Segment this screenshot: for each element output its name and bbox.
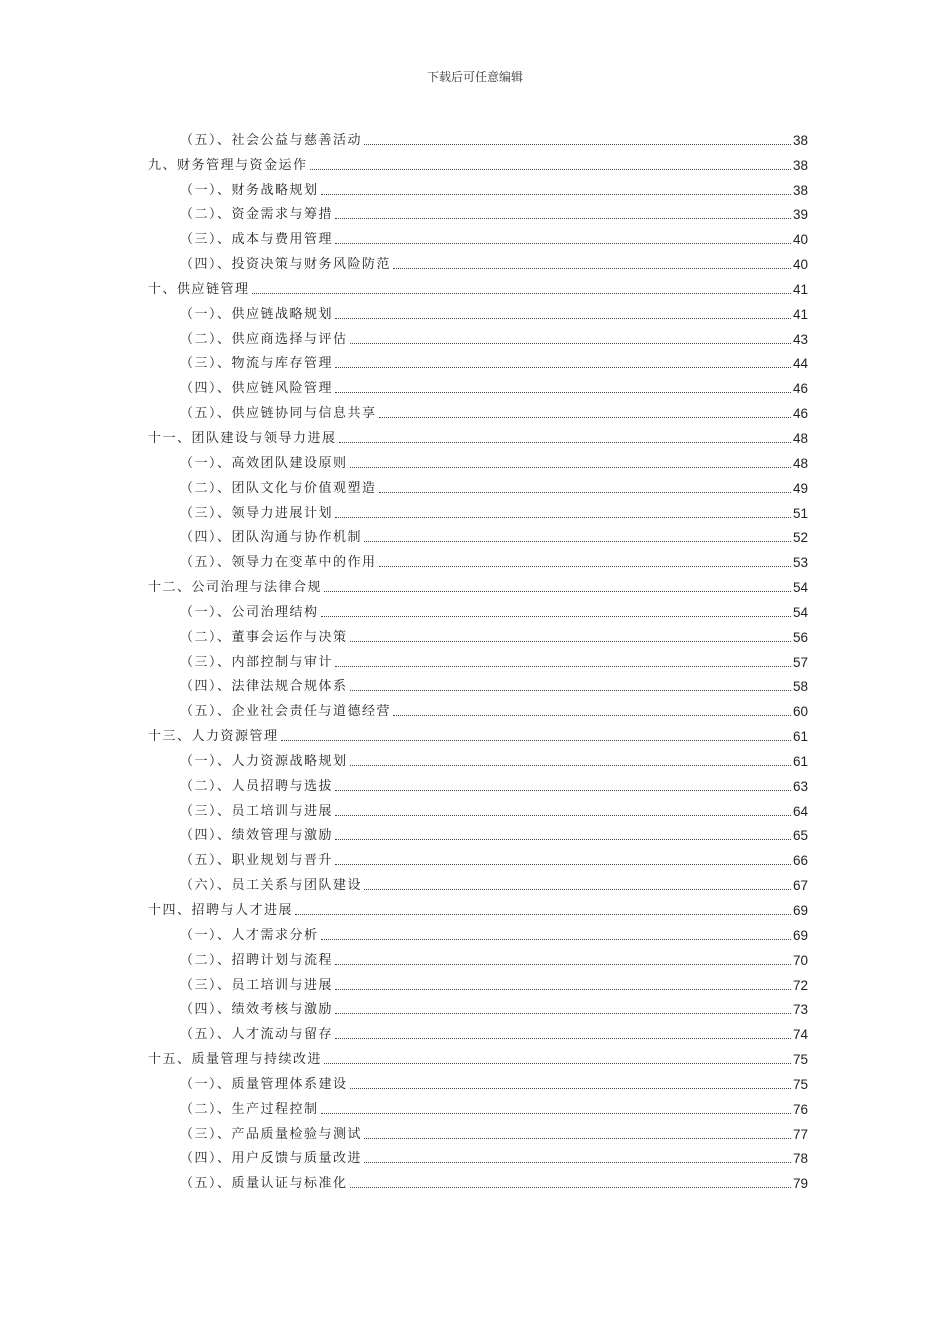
toc-page-number: 48 xyxy=(792,455,808,471)
toc-dot-leader xyxy=(335,790,791,791)
toc-chapter-entry[interactable] xyxy=(148,422,808,447)
toc-dot-leader xyxy=(335,839,791,840)
toc-dot-leader xyxy=(321,616,791,617)
toc-dot-leader xyxy=(364,889,791,890)
toc-entry-label: （五）、企业社会责任与道德经营 xyxy=(180,704,392,720)
toc-page-number: 66 xyxy=(792,853,808,869)
toc-entry-label: （三）、员工培训与进展 xyxy=(180,977,334,993)
toc-section-entry[interactable] xyxy=(148,522,808,547)
toc-entry-label: （五）、质量认证与标准化 xyxy=(180,1176,348,1192)
toc-section-entry[interactable] xyxy=(148,944,808,969)
toc-entry-label: （三）、物流与库存管理 xyxy=(180,356,334,372)
toc-page-number: 51 xyxy=(792,505,808,521)
toc-entry-label: （一）、财务战略规划 xyxy=(180,182,319,198)
toc-entry-label: （二）、人员招聘与选拔 xyxy=(180,778,334,794)
toc-section-entry[interactable] xyxy=(148,174,808,199)
toc-page-number: 52 xyxy=(792,530,808,546)
toc-dot-leader xyxy=(393,268,791,269)
toc-section-entry[interactable] xyxy=(148,447,808,472)
toc-entry-label: 十四、招聘与人才进展 xyxy=(148,903,294,918)
toc-chapter-entry[interactable] xyxy=(148,720,808,745)
toc-dot-leader xyxy=(295,914,791,915)
toc-entry-label: （四）、团队沟通与协作机制 xyxy=(180,530,363,546)
toc-dot-leader xyxy=(335,964,791,965)
toc-entry-label: （一）、人才需求分析 xyxy=(180,927,319,943)
toc-page-number: 70 xyxy=(792,952,808,968)
toc-page-number: 72 xyxy=(792,977,808,993)
toc-dot-leader xyxy=(350,641,791,642)
toc-entry-label: 十二、公司治理与法律合规 xyxy=(148,580,323,596)
toc-section-entry[interactable] xyxy=(148,869,808,894)
toc-dot-leader xyxy=(324,1063,791,1064)
toc-section-entry[interactable] xyxy=(148,397,808,422)
toc-section-entry[interactable] xyxy=(148,497,808,522)
toc-entry-label: （二）、供应商选择与评估 xyxy=(180,331,348,347)
toc-dot-leader xyxy=(335,392,791,393)
toc-entry-label: （二）、董事会运作与决策 xyxy=(180,629,348,645)
toc-dot-leader xyxy=(335,1013,791,1014)
toc-dot-leader xyxy=(281,740,791,741)
toc-section-entry[interactable] xyxy=(148,348,808,373)
toc-entry-label: （一）、高效团队建设原则 xyxy=(180,455,348,471)
toc-section-entry[interactable] xyxy=(148,1118,808,1143)
toc-entry-label: （三）、领导力进展计划 xyxy=(180,505,334,521)
table-of-contents xyxy=(148,124,808,1192)
toc-dot-leader xyxy=(324,591,791,592)
toc-page-number: 77 xyxy=(792,1126,808,1142)
toc-page-number: 38 xyxy=(792,132,808,148)
toc-entry-label: （四）、供应链风险管理 xyxy=(180,381,334,397)
toc-entry-label: 九、财务管理与资金运作 xyxy=(148,157,308,173)
toc-entry-label: （一）、质量管理体系建设 xyxy=(180,1076,348,1092)
toc-page-number: 78 xyxy=(792,1151,808,1167)
toc-entry-label: （三）、员工培训与进展 xyxy=(180,803,334,819)
toc-chapter-entry[interactable] xyxy=(148,571,808,596)
toc-page-number: 74 xyxy=(792,1027,808,1043)
toc-section-entry[interactable] xyxy=(148,671,808,696)
toc-section-entry[interactable] xyxy=(148,298,808,323)
toc-page-number: 58 xyxy=(792,679,808,695)
toc-page-number: 57 xyxy=(792,654,808,670)
toc-page-number: 43 xyxy=(792,331,808,347)
toc-dot-leader xyxy=(393,715,791,716)
toc-dot-leader xyxy=(310,169,791,170)
toc-dot-leader xyxy=(350,467,791,468)
toc-section-entry[interactable] xyxy=(148,1167,808,1192)
toc-dot-leader xyxy=(364,1138,791,1139)
toc-section-entry[interactable] xyxy=(148,994,808,1019)
toc-page-number: 40 xyxy=(792,257,808,273)
toc-entry-label: （六）、员工关系与团队建设 xyxy=(180,878,363,894)
toc-dot-leader xyxy=(335,815,791,816)
toc-dot-leader xyxy=(339,442,791,443)
toc-dot-leader xyxy=(350,765,791,766)
toc-section-entry[interactable] xyxy=(148,695,808,720)
toc-dot-leader xyxy=(335,989,791,990)
toc-chapter-entry[interactable] xyxy=(148,1043,808,1068)
toc-entry-label: （四）、绩效考核与激励 xyxy=(180,1002,334,1018)
toc-page-number: 63 xyxy=(792,778,808,794)
toc-page-number: 54 xyxy=(792,580,808,596)
toc-entry-label: （四）、法律法规合规体系 xyxy=(180,679,348,695)
toc-page-number: 60 xyxy=(792,704,808,720)
toc-page-number: 65 xyxy=(792,828,808,844)
toc-page-number: 67 xyxy=(792,878,808,894)
toc-entry-label: 十、供应链管理 xyxy=(148,281,250,297)
toc-entry-label: （三）、产品质量检验与测试 xyxy=(180,1126,363,1142)
toc-page-number: 38 xyxy=(792,182,808,198)
toc-dot-leader xyxy=(350,690,791,691)
toc-entry-label: （五）、社会公益与慈善活动 xyxy=(180,132,363,148)
toc-entry-label: （一）、供应链战略规划 xyxy=(180,306,334,322)
toc-page-number: 61 xyxy=(792,729,808,745)
toc-entry-label: （五）、领导力在变革中的作用 xyxy=(180,555,377,571)
toc-page-number: 38 xyxy=(792,157,808,173)
toc-entry-label: （三）、内部控制与审计 xyxy=(180,654,334,670)
toc-section-entry[interactable] xyxy=(148,1068,808,1093)
toc-entry-label: （二）、招聘计划与流程 xyxy=(180,952,334,968)
toc-section-entry[interactable] xyxy=(148,199,808,224)
toc-chapter-entry[interactable] xyxy=(148,149,808,174)
toc-page-number: 61 xyxy=(792,753,808,769)
toc-page-number: 41 xyxy=(792,281,808,297)
toc-section-entry[interactable] xyxy=(148,546,808,571)
toc-dot-leader xyxy=(350,1088,791,1089)
toc-dot-leader xyxy=(335,243,791,244)
toc-entry-label: （四）、用户反馈与质量改进 xyxy=(180,1151,363,1167)
toc-page-number: 64 xyxy=(792,803,808,819)
toc-page-number: 75 xyxy=(792,1052,808,1068)
toc-page-number: 69 xyxy=(792,927,808,943)
toc-section-entry[interactable] xyxy=(148,1093,808,1118)
toc-section-entry[interactable] xyxy=(148,372,808,397)
toc-section-entry[interactable] xyxy=(148,596,808,621)
toc-page-number: 49 xyxy=(792,480,808,496)
toc-page-number: 41 xyxy=(792,306,808,322)
toc-page-number: 53 xyxy=(792,555,808,571)
toc-dot-leader xyxy=(379,566,791,567)
toc-chapter-entry[interactable] xyxy=(148,894,808,919)
toc-page-number: 46 xyxy=(792,381,808,397)
toc-page-number: 56 xyxy=(792,629,808,645)
toc-dot-leader xyxy=(335,517,791,518)
toc-section-entry[interactable] xyxy=(148,844,808,869)
toc-dot-leader xyxy=(335,218,791,219)
toc-section-entry[interactable] xyxy=(148,919,808,944)
toc-entry-label: （二）、资金需求与筹措 xyxy=(180,207,334,223)
toc-chapter-entry[interactable] xyxy=(148,273,808,298)
toc-dot-leader xyxy=(379,417,791,418)
toc-dot-leader xyxy=(350,1187,791,1188)
toc-page-number: 54 xyxy=(792,604,808,620)
toc-page-number: 69 xyxy=(792,903,808,918)
toc-entry-label: （二）、团队文化与价值观塑造 xyxy=(180,480,377,496)
toc-section-entry[interactable] xyxy=(148,770,808,795)
toc-entry-label: （五）、职业规划与晋升 xyxy=(180,853,334,869)
toc-page-number: 40 xyxy=(792,232,808,248)
toc-dot-leader xyxy=(335,666,791,667)
toc-section-entry[interactable] xyxy=(148,1143,808,1168)
toc-section-entry[interactable] xyxy=(148,820,808,845)
toc-dot-leader xyxy=(335,318,791,319)
toc-entry-label: （一）、公司治理结构 xyxy=(180,604,319,620)
toc-dot-leader xyxy=(379,492,791,493)
toc-section-entry[interactable] xyxy=(148,323,808,348)
toc-section-entry[interactable] xyxy=(148,745,808,770)
toc-entry-label: （四）、绩效管理与激励 xyxy=(180,828,334,844)
toc-section-entry[interactable] xyxy=(148,124,808,149)
toc-entry-label: 十三、人力资源管理 xyxy=(148,729,279,745)
toc-dot-leader xyxy=(335,1038,791,1039)
toc-entry-label: （二）、生产过程控制 xyxy=(180,1101,319,1117)
toc-page-number: 75 xyxy=(792,1076,808,1092)
toc-dot-leader xyxy=(335,367,791,368)
toc-section-entry[interactable] xyxy=(148,646,808,671)
toc-dot-leader xyxy=(364,1162,791,1163)
toc-page-number: 48 xyxy=(792,430,808,446)
toc-section-entry[interactable] xyxy=(148,472,808,497)
toc-entry-label: 十五、质量管理与持续改进 xyxy=(148,1052,323,1068)
toc-dot-leader xyxy=(335,864,791,865)
toc-section-entry[interactable] xyxy=(148,1018,808,1043)
toc-dot-leader xyxy=(364,541,791,542)
toc-page-number: 39 xyxy=(792,207,808,223)
toc-section-entry[interactable] xyxy=(148,795,808,820)
toc-dot-leader xyxy=(364,144,791,145)
toc-entry-label: （四）、投资决策与财务风险防范 xyxy=(180,257,392,273)
toc-dot-leader xyxy=(321,194,791,195)
toc-section-entry[interactable] xyxy=(148,621,808,646)
toc-entry-label: （五）、人才流动与留存 xyxy=(180,1027,334,1043)
toc-page-number: 44 xyxy=(792,356,808,372)
toc-section-entry[interactable] xyxy=(148,223,808,248)
toc-entry-label: 十一、团队建设与领导力进展 xyxy=(148,430,337,446)
toc-page-number: 46 xyxy=(792,406,808,422)
toc-dot-leader xyxy=(321,939,791,940)
toc-page-number: 76 xyxy=(792,1101,808,1117)
toc-page-number: 79 xyxy=(792,1176,808,1192)
toc-page-number: 73 xyxy=(792,1002,808,1018)
toc-section-entry[interactable] xyxy=(148,248,808,273)
toc-dot-leader xyxy=(252,293,791,294)
toc-entry-label: （三）、成本与费用管理 xyxy=(180,232,334,248)
toc-section-entry[interactable] xyxy=(148,969,808,994)
toc-dot-leader xyxy=(321,1113,791,1114)
toc-entry-label: （一）、人力资源战略规划 xyxy=(180,753,348,769)
toc-entry-label: （五）、供应链协同与信息共享 xyxy=(180,406,377,422)
toc-dot-leader xyxy=(350,343,791,344)
page-header: 下载后可任意编辑 xyxy=(426,70,523,84)
